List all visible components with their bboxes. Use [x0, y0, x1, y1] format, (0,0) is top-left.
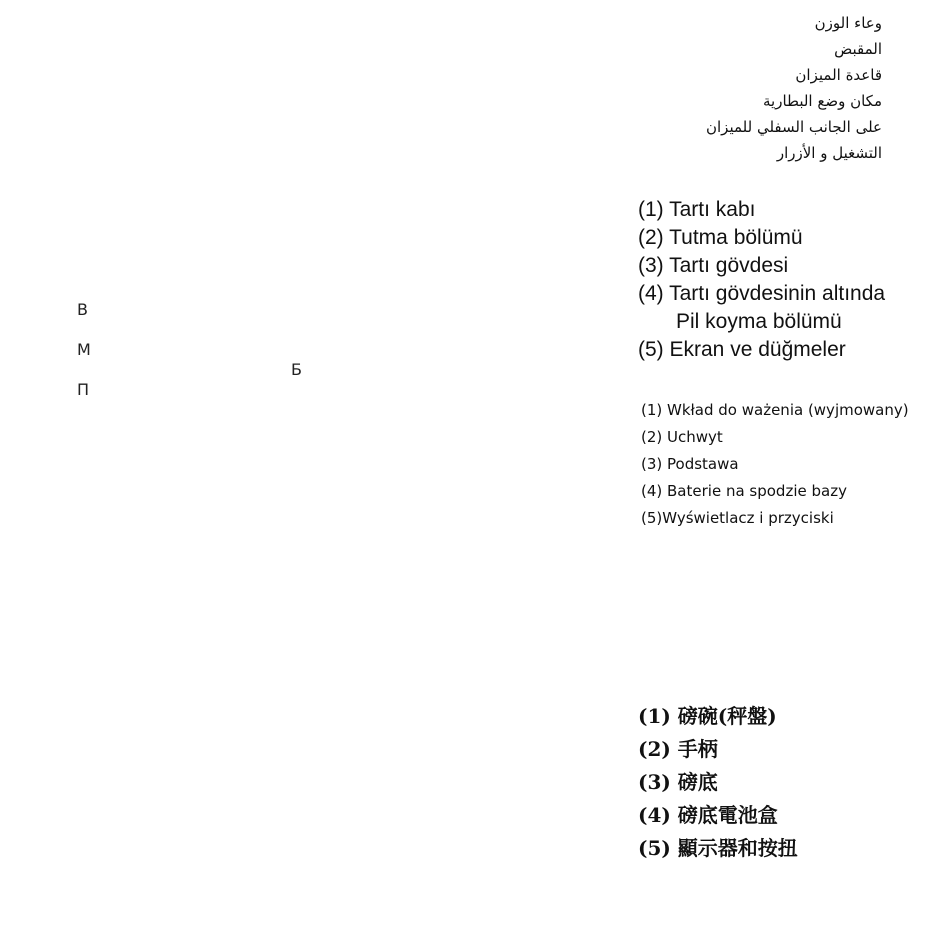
chinese-legend — [638, 700, 938, 865]
label-v: В — [77, 300, 88, 319]
chinese-item-1: (1) 磅碗(秤盤) — [638, 704, 777, 728]
turkish-item-2: (2) Tutma bölümü — [638, 226, 803, 249]
label-m: М — [77, 340, 91, 359]
polish-item-5: (5)Wyświetlacz i przyciski — [641, 509, 834, 527]
arabic-item-2: المقبض — [834, 40, 882, 58]
polish-item-2: (2) Uchwyt — [641, 428, 723, 446]
turkish-item-3: (3) Tartı gövdesi — [638, 254, 789, 277]
turkish-item-4: (4) Tartı gövdesinin altında — [638, 282, 886, 305]
label-p: П — [77, 380, 90, 399]
turkish-item-1: (1) Tartı kabı — [638, 198, 756, 221]
turkish-legend — [638, 196, 938, 364]
turkish-item-5: (5) Ekran ve düğmeler — [638, 338, 846, 361]
polish-legend — [641, 397, 946, 532]
arabic-legend — [582, 10, 882, 166]
chinese-item-5: (5) 顯示器和按扭 — [638, 836, 798, 860]
arabic-item-6: التشغيل و الأزرار — [776, 144, 882, 162]
chinese-item-3: (3) 磅底 — [638, 770, 718, 794]
turkish-item-4-continued: Pil koyma bölümü — [676, 310, 842, 333]
polish-item-3: (3) Podstawa — [641, 455, 739, 473]
polish-item-4: (4) Baterie na spodzie bazy — [641, 482, 847, 500]
label-b: Б — [291, 360, 302, 379]
chinese-item-2: (2) 手柄 — [638, 737, 718, 761]
polish-item-1: (1) Wkład do ważenia (wyjmowany) — [641, 401, 909, 419]
arabic-item-4: مكان وضع البطارية — [762, 92, 882, 110]
arabic-item-3: قاعدة الميزان — [795, 66, 882, 84]
arabic-item-1: وعاء الوزن — [814, 14, 882, 32]
arabic-item-5: على الجانب السفلي للميزان — [706, 118, 882, 136]
chinese-item-4: (4) 磅底電池盒 — [638, 803, 778, 827]
